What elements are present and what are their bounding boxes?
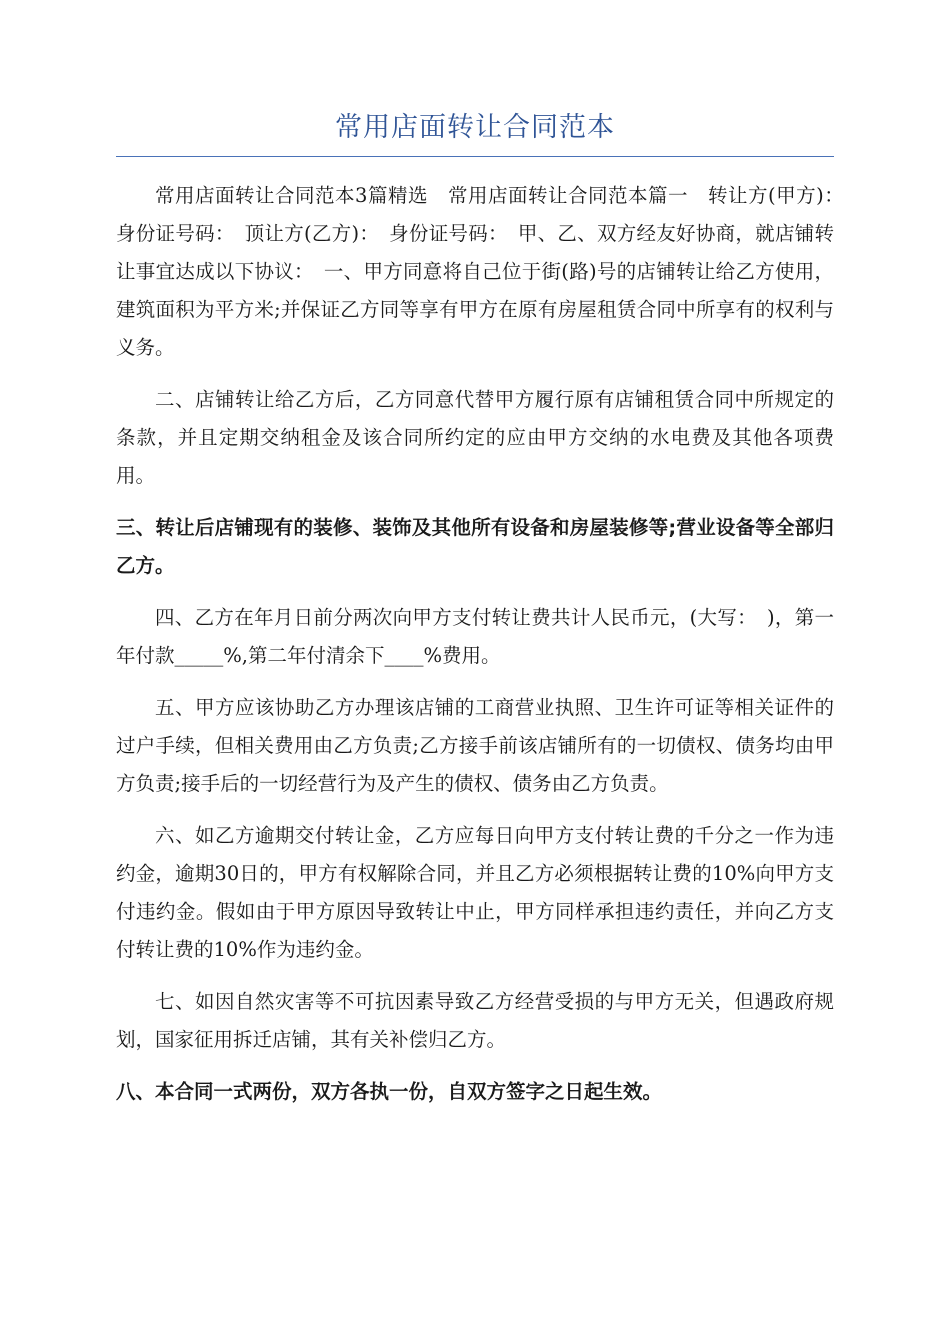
document-title: 常用店面转让合同范本	[335, 112, 615, 143]
paragraph-intro-clause-1: 常用店面转让合同范本3篇精选 常用店面转让合同范本篇一 转让方(甲方)： 身份证号码： 顶让方(乙方)： 身份证号码： 甲、乙、双方经友好协商，就店铺转让事宜达成以下协议： 一、甲方同意将自己位于街(路)号的店铺转让给乙方使用，建筑面积为平方米;并保证乙方同等享有甲方在原有房屋租赁合同中所享有的权利与义务。	[116, 184, 854, 359]
paragraph-clause-3: 三、转让后店铺现有的装修、装饰及其他所有设备和房屋装修等;营业设备等全部归乙方。	[116, 516, 834, 577]
title-underline	[116, 156, 834, 157]
paragraph-clause-6: 六、如乙方逾期交付转让金，乙方应每日向甲方支付转让费的千分之一作为违约金，逾期30日的，甲方有权解除合同，并且乙方必须根据转让费的10%向甲方支付违约金。假如由于甲方原因导致转让中止，甲方同样承担违约责任，并向乙方支付转让费的10%作为违约金。	[116, 824, 834, 961]
paragraph-clause-5: 五、甲方应该协助乙方办理该店铺的工商营业执照、卫生许可证等相关证件的过户手续，但相关费用由乙方负责;乙方接手前该店铺所有的一切债权、债务均由甲方负责;接手后的一切经营行为及产生的债权、债务由乙方负责。	[116, 696, 834, 795]
document-page	[116, 108, 854, 1125]
paragraph-clause-7: 七、如因自然灾害等不可抗因素导致乙方经营受损的与甲方无关，但遇政府规划，国家征用拆迁店铺，其有关补偿归乙方。	[116, 990, 834, 1051]
paragraph-clause-4: 四、乙方在年月日前分两次向甲方支付转让费共计人民币元，(大写： )，第一年付款_____%,第二年付清余下____%费用。	[116, 606, 834, 667]
paragraph-clause-2: 二、店铺转让给乙方后，乙方同意代替甲方履行原有店铺租赁合同中所规定的条款，并且定期交纳租金及该合同所约定的应由甲方交纳的水电费及其他各项费用。	[116, 388, 834, 487]
paragraph-clause-8: 八、本合同一式两份，双方各执一份，自双方签字之日起生效。	[116, 1080, 663, 1103]
